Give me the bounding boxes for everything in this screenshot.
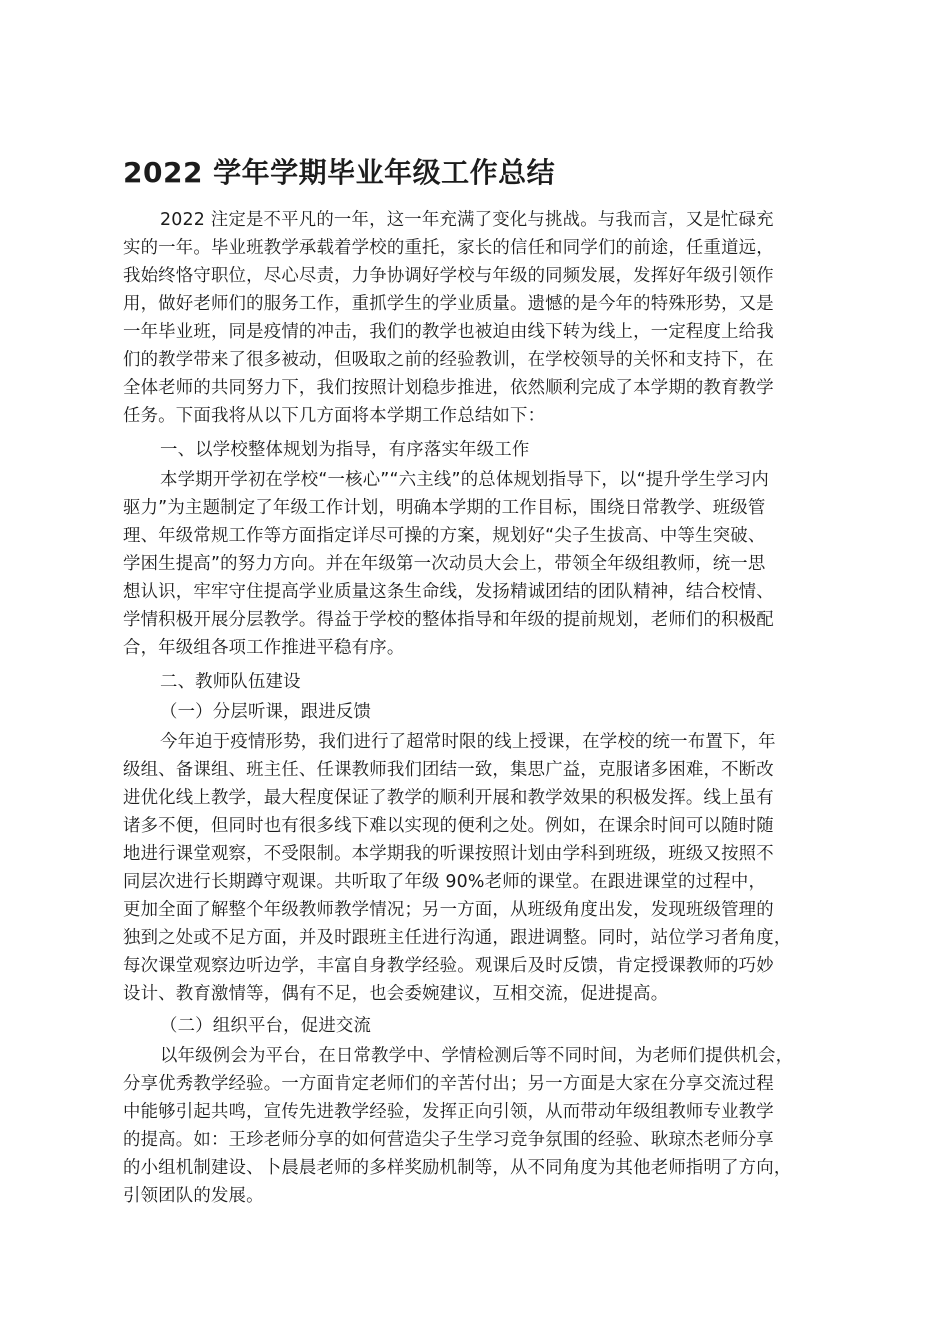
paragraph-line: 我始终恪守职位，尽心尽责，力争协调好学校与年级的同频发展，发挥好年级引领作	[123, 266, 774, 286]
paragraph-line: 实的一年。毕业班教学承载着学校的重托，家长的信任和同学们的前途，任重道远，	[123, 238, 774, 258]
paragraph-line: 分享优秀教学经验。一方面肯定老师们的辛苦付出；另一方面是大家在分享交流过程	[123, 1074, 774, 1094]
paragraph-line: 独到之处或不足方面，并及时跟班主任进行沟通，跟进调整。同时，站位学习者角度，	[123, 928, 792, 948]
paragraph-line: 合，年级组各项工作推进平稳有序。	[123, 638, 405, 658]
paragraph-line: 地进行课堂观察，不受限制。本学期我的听课按照计划由学科到班级，班级又按照不	[123, 844, 774, 864]
paragraph-line: 的小组机制建设、卜晨晨老师的多样奖励机制等，从不同角度为其他老师指明了方向，	[123, 1158, 792, 1178]
paragraph-line: 诸多不便，但同时也有很多线下难以实现的便利之处。例如，在课余时间可以随时随	[123, 816, 774, 836]
paragraph-line: 们的教学带来了很多被动，但吸取之前的经验教训，在学校领导的关怀和支持下，在	[123, 350, 774, 370]
paragraph-line: 级组、备课组、班主任、任课教师我们团结一致，集思广益，克服诸多困难，不断改	[123, 760, 774, 780]
paragraph-line: 今年迫于疫情形势，我们进行了超常时限的线上授课，在学校的统一布置下，年	[160, 732, 776, 752]
section-heading: 一、以学校整体规划为指导，有序落实年级工作	[160, 440, 530, 460]
section-heading: 二、教师队伍建设	[160, 672, 301, 692]
paragraph-line: 一年毕业班，同是疫情的冲击，我们的教学也被迫由线下转为线上，一定程度上给我	[123, 322, 774, 342]
paragraph-line: 驱力”为主题制定了年级工作计划，明确本学期的工作目标，围绕日常教学、班级管	[123, 498, 766, 518]
paragraph-line: 设计、教育激情等，偶有不足，也会委婉建议，互相交流，促进提高。	[123, 984, 669, 1004]
paragraph-line: 以年级例会为平台，在日常教学中、学情检测后等不同时间，为老师们提供机会，	[160, 1046, 794, 1066]
paragraph-line: 理、年级常规工作等方面指定详尽可操的方案，规划好“尖子生拔高、中等生突破、	[123, 526, 766, 546]
paragraph-line: 用，做好老师们的服务工作，重抓学生的学业质量。遗憾的是今年的特殊形势，又是	[123, 294, 774, 314]
paragraph-line: 想认识，牢牢守住提高学业质量这条生命线，发扬精诚团结的团队精神，结合校情、	[123, 582, 774, 602]
paragraph-line: 进优化线上教学，最大程度保证了教学的顺利开展和教学效果的积极发挥。线上虽有	[123, 788, 774, 808]
paragraph-line: 2022 注定是不平凡的一年，这一年充满了变化与挑战。与我而言，又是忙碌充	[160, 210, 774, 230]
subsection-heading: （二）组织平台，促进交流	[160, 1016, 372, 1036]
paragraph-line: 引领团队的发展。	[123, 1186, 264, 1206]
paragraph-line: 中能够引起共鸣，宣传先进教学经验，发挥正向引领，从而带动年级组教师专业教学	[123, 1102, 774, 1122]
subsection-heading: （一）分层听课，跟进反馈	[160, 702, 372, 722]
paragraph-line: 更加全面了解整个年级教师教学情况；另一方面，从班级角度出发，发现班级管理的	[123, 900, 774, 920]
paragraph-line: 任务。下面我将从以下几方面将本学期工作总结如下：	[123, 406, 546, 426]
paragraph-line: 学困生提高”的努力方向。并在年级第一次动员大会上，带领全年级组教师，统一思	[123, 554, 766, 574]
paragraph-line: 全体老师的共同努力下，我们按照计划稳步推进，依然顺利完成了本学期的教育教学	[123, 378, 774, 398]
paragraph-line: 的提高。如：王珍老师分享的如何营造尖子生学习竞争氛围的经验、耿琼杰老师分享	[123, 1130, 774, 1150]
paragraph-line: 同层次进行长期蹲守观课。共听取了年级 90%老师的课堂。在跟进课堂的过程中，	[123, 872, 767, 892]
paragraph-line: 每次课堂观察边听边学，丰富自身教学经验。观课后及时反馈，肯定授课教师的巧妙	[123, 956, 774, 976]
paragraph-line: 本学期开学初在学校“一核心”“六主线”的总体规划指导下，以“提升学生学习内	[160, 470, 769, 490]
document-title: 2022 学年学期毕业年级工作总结	[123, 156, 556, 189]
paragraph-line: 学情积极开展分层教学。得益于学校的整体指导和年级的提前规划，老师们的积极配	[123, 610, 774, 630]
